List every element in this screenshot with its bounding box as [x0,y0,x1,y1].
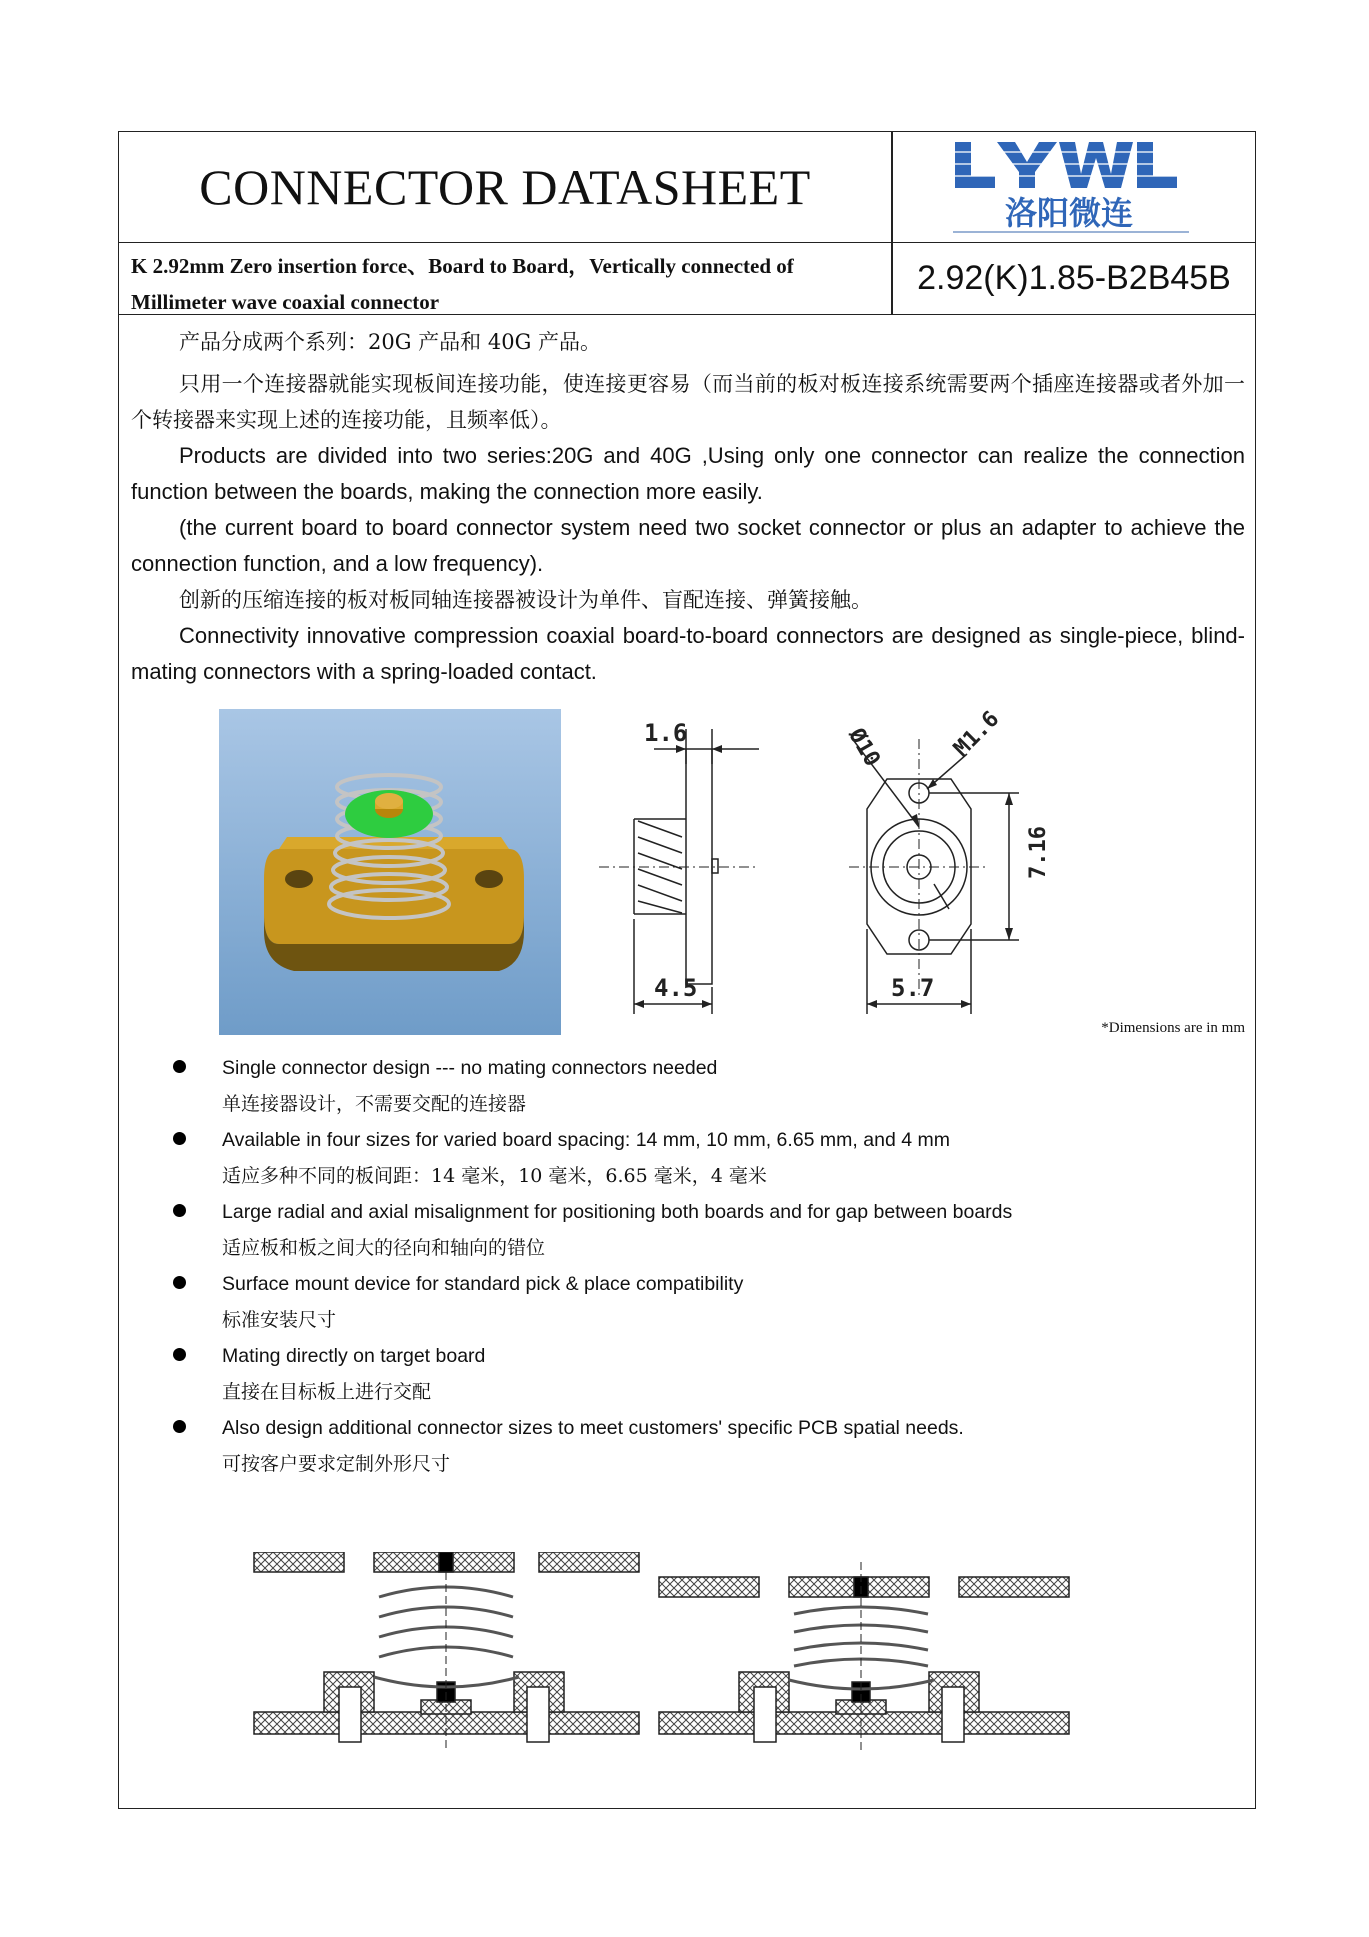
feature-en: Available in four sizes for varied board spacing: 14 mm, 10 mm, 6.65 mm, and 4 mm [222,1129,950,1151]
list-item [169,1410,1229,1482]
list-item [169,1050,1229,1122]
bullet-icon [173,1348,186,1361]
cross-section-drawings [249,1552,1089,1782]
dim-7-16-label: 7.16 [1026,826,1051,879]
feature-zh: 单连接器设计，不需要交配的连接器 [222,1093,527,1115]
list-item [169,1194,1229,1266]
dimensions-note: *Dimensions are in mm [1101,1020,1245,1036]
intro-paragraph-4: (the current board to board connector system need two socket connector or plus an adapter to achieve the connection function, and a low frequency). [131,515,1245,576]
intro-paragraph-5: 创新的压缩连接的板对板同轴连接器被设计为单件、盲配连接、弹簧接触。 [179,588,872,612]
intro-paragraph-6: Connectivity innovative compression coaxial board-to-board connectors are designed as single-piece, blind-mating connectors with a spring-loaded contact. [131,623,1245,684]
section-left [254,1552,639,1752]
bullet-icon [173,1132,186,1145]
dim-m1-6-label: M1.6 [949,709,1005,762]
subtitle-line-1: K 2.92mm Zero insertion force、Board to Board，Vertically connected of [131,254,794,278]
list-item [169,1338,1229,1410]
page-title: CONNECTOR DATASHEET [199,159,811,215]
product-subtitle [131,248,883,320]
feature-en: Also design additional connector sizes to meet customers' specific PCB spatial needs. [222,1417,964,1439]
front-view-drawing [839,709,1069,1040]
feature-zh: 可按客户要求定制外形尺寸 [222,1453,451,1475]
dim-4-5-label: 4.5 [654,974,698,1002]
bullet-icon [173,1276,186,1289]
bullet-icon [173,1060,186,1073]
intro-text [131,324,1245,690]
intro-paragraph-2: 只用一个连接器就能实现板间连接功能，使连接更容易（而当前的板对板连接系统需要两个插座连接器或者外加一个转接器来实现上述的连接功能，且频率低）。 [131,372,1245,432]
feature-en: Mating directly on target board [222,1345,486,1367]
insulator [345,790,433,838]
dim-phi10-label: Ø10 [843,724,885,772]
logo-cn-text: 洛阳微连 [1004,194,1134,232]
connector-3d-image [219,709,561,1035]
datasheet-frame [118,131,1256,1809]
bullet-icon [173,1204,186,1217]
intro-paragraph-3: Products are divided into two series:20G and 40G ,Using only one connector can realize the connection function between the boards, making the connection more easily. [131,443,1245,504]
feature-en: Large radial and axial misalignment for positioning both boards and for gap between boards [222,1201,1013,1223]
feature-zh: 直接在目标板上进行交配 [222,1381,432,1403]
list-item [169,1266,1229,1338]
list-item [169,1122,1229,1194]
feature-list [169,1050,1229,1482]
bullet-icon [173,1420,186,1433]
dim-5-7-label: 5.7 [891,974,935,1002]
feature-zh: 标准安装尺寸 [222,1309,337,1331]
dim-1-6-label: 1.6 [644,719,688,747]
feature-zh: 适应板和板之间大的径向和轴向的错位 [222,1237,546,1259]
subtitle-line-2: Millimeter wave coaxial connector [131,290,440,314]
feature-en: Surface mount device for standard pick & place compatibility [222,1273,744,1295]
section-right [659,1562,1069,1752]
feature-zh: 适应多种不同的板间距：14 毫米，10 毫米，6.65 毫米，4 毫米 [222,1165,767,1187]
intro-paragraph-1: 产品分成两个系列：20G 产品和 40G 产品。 [179,330,602,354]
logo-lettering [948,142,1189,232]
feature-en: Single connector design --- no mating connectors needed [222,1057,718,1079]
part-number: 2.92(K)1.85-B2B45B [917,258,1231,297]
side-view-drawing [594,709,764,1040]
company-logo [893,132,1255,242]
